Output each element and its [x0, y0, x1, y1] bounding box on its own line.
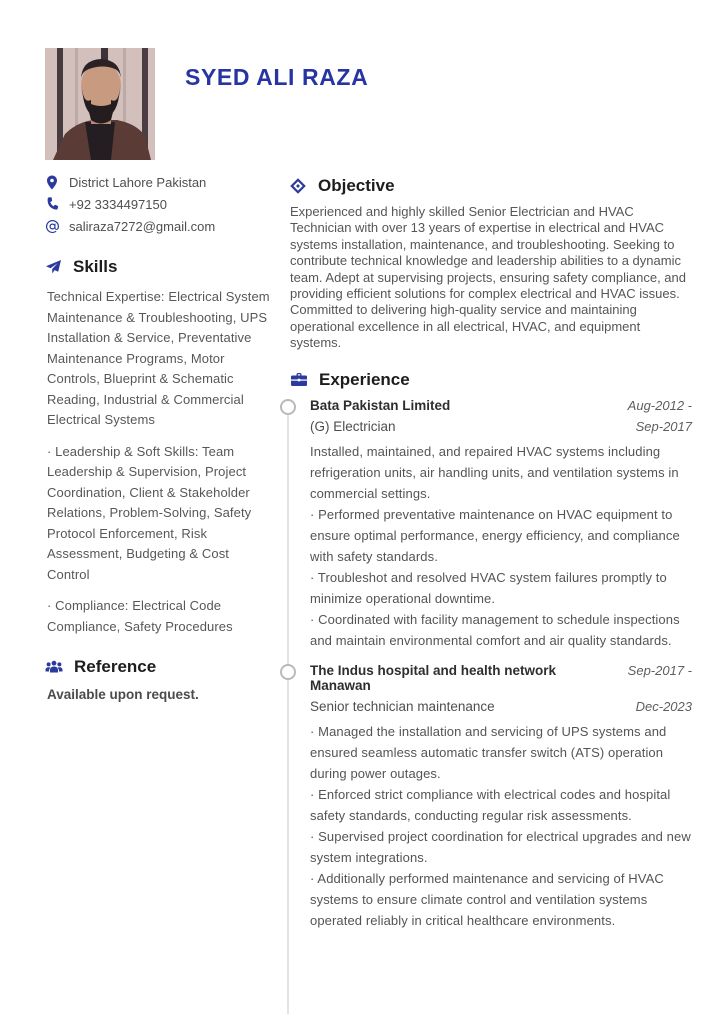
timeline-line	[287, 414, 289, 1014]
reference-section-heading	[45, 657, 273, 677]
experience-timeline	[290, 398, 692, 931]
entry-bullet: · Additionally performed maintenance and servicing of HVAC systems to ensure climate control and ventilation systems operated reliably in critical healthcare environments.	[310, 870, 664, 928]
experience-entry-bata	[310, 398, 692, 651]
entry-date-end: Sep-2017	[635, 418, 692, 434]
contact-location	[45, 171, 273, 193]
reference-note: Available upon request.	[47, 687, 199, 702]
target-diamond-icon	[290, 178, 307, 195]
users-group-icon	[45, 659, 63, 676]
left-column	[45, 171, 273, 702]
entry-bullets	[310, 721, 692, 931]
entry-company: The Indus hospital and health network Manawan	[310, 662, 557, 693]
contact-phone	[45, 193, 273, 215]
skills-paragraph-leadership: · Leadership & Soft Skills: Team Leadership & Supervision, Project Coordination, Client & Stakeholder Relations, Problem-Solving, Safety Protocol Enforcement, Risk Assessment, Budgeting & Cost Control	[47, 443, 252, 582]
contact-email-text: saliraza7272@gmail.com	[69, 218, 216, 234]
entry-role: (G) Electrician	[310, 418, 396, 434]
contact-location-text: District Lahore Pakistan	[69, 174, 207, 190]
experience-heading-label: Experience	[319, 369, 410, 389]
entry-bullet: · Supervised project coordination for electrical upgrades and new system integrations.	[310, 828, 691, 865]
entry-role: Senior technician maintenance	[310, 698, 495, 714]
entry-role-row	[310, 699, 692, 714]
skills-paragraph-technical: Technical Expertise: Electrical System Maintenance & Troubleshooting, UPS Installation & Service, Preventative Maintenance Programs, Motor Controls, Blueprint & Schematic Reading, Industrial & Commercial Electrical Systems	[47, 289, 270, 427]
entry-company: Bata Pakistan Limited	[310, 397, 451, 413]
reference-heading-label: Reference	[74, 657, 157, 676]
phone-icon	[45, 197, 60, 212]
entry-bullet: · Enforced strict compliance with electrical codes and hospital safety standards, conducting regular risk assessments.	[310, 786, 671, 823]
profile-photo	[45, 48, 155, 160]
experience-entry-indus-hospital	[310, 663, 692, 931]
entry-role-row	[310, 419, 692, 434]
experience-section-heading	[290, 370, 692, 390]
timeline-node-icon	[280, 664, 296, 680]
candidate-name: SYED ALI RAZA	[185, 64, 369, 90]
entry-date-start: Aug-2012 -	[627, 397, 692, 413]
paper-plane-icon	[45, 259, 62, 276]
skills-section-heading	[45, 257, 273, 277]
entry-date-end: Dec-2023	[635, 698, 692, 714]
entry-bullet: · Performed preventative maintenance on HVAC equipment to ensure optimal performance, energy efficiency, and compliance with safety standards.	[310, 506, 680, 564]
objective-section-heading	[290, 176, 692, 196]
entry-bullet: · Troubleshot and resolved HVAC system failures promptly to minimize operational downtime.	[310, 569, 667, 606]
entry-bullet: Installed, maintained, and repaired HVAC systems including refrigeration units, air handling units, and ventilation systems in commercial settings.	[310, 443, 679, 501]
objective-heading-label: Objective	[318, 176, 395, 195]
entry-bullets	[310, 441, 692, 651]
entry-date-start: Sep-2017 -	[627, 662, 692, 678]
entry-bullet: · Coordinated with facility management to schedule inspections and maintain environmental comfort and air quality standards.	[310, 611, 680, 648]
objective-text: Experienced and highly skilled Senior Electrician and HVAC Technician with over 13 years of expertise in electrical and HVAC systems installation, maintenance, and troubleshooting. Seeking to contribute technical knowledge and leadership abilities to a dynamic team. Adept at supervising projects, ensuring safety compliance, and providing efficient solutions for complex electrical and HVAC issues. Committed to delivering high-quality service and maintaining operational excellence in all electrical, HVAC, and equipment systems.	[290, 204, 686, 351]
skills-paragraph-compliance: · Compliance: Electrical Code Compliance, Safety Procedures	[47, 598, 233, 634]
skills-heading-label: Skills	[73, 257, 118, 276]
right-column	[290, 176, 692, 943]
entry-bullet: · Managed the installation and servicing of UPS systems and ensured seamless automatic transfer switch (ATS) operation during power outages.	[310, 723, 667, 781]
timeline-node-icon	[280, 399, 296, 415]
contact-email	[45, 215, 273, 237]
profile-photo-illustration	[45, 48, 155, 160]
briefcase-icon	[290, 371, 308, 388]
entry-header-row	[310, 663, 692, 693]
entry-header-row	[310, 398, 692, 413]
location-pin-icon	[45, 175, 60, 190]
contact-phone-text: +92 3334497150	[69, 196, 167, 212]
at-sign-icon	[45, 219, 60, 234]
